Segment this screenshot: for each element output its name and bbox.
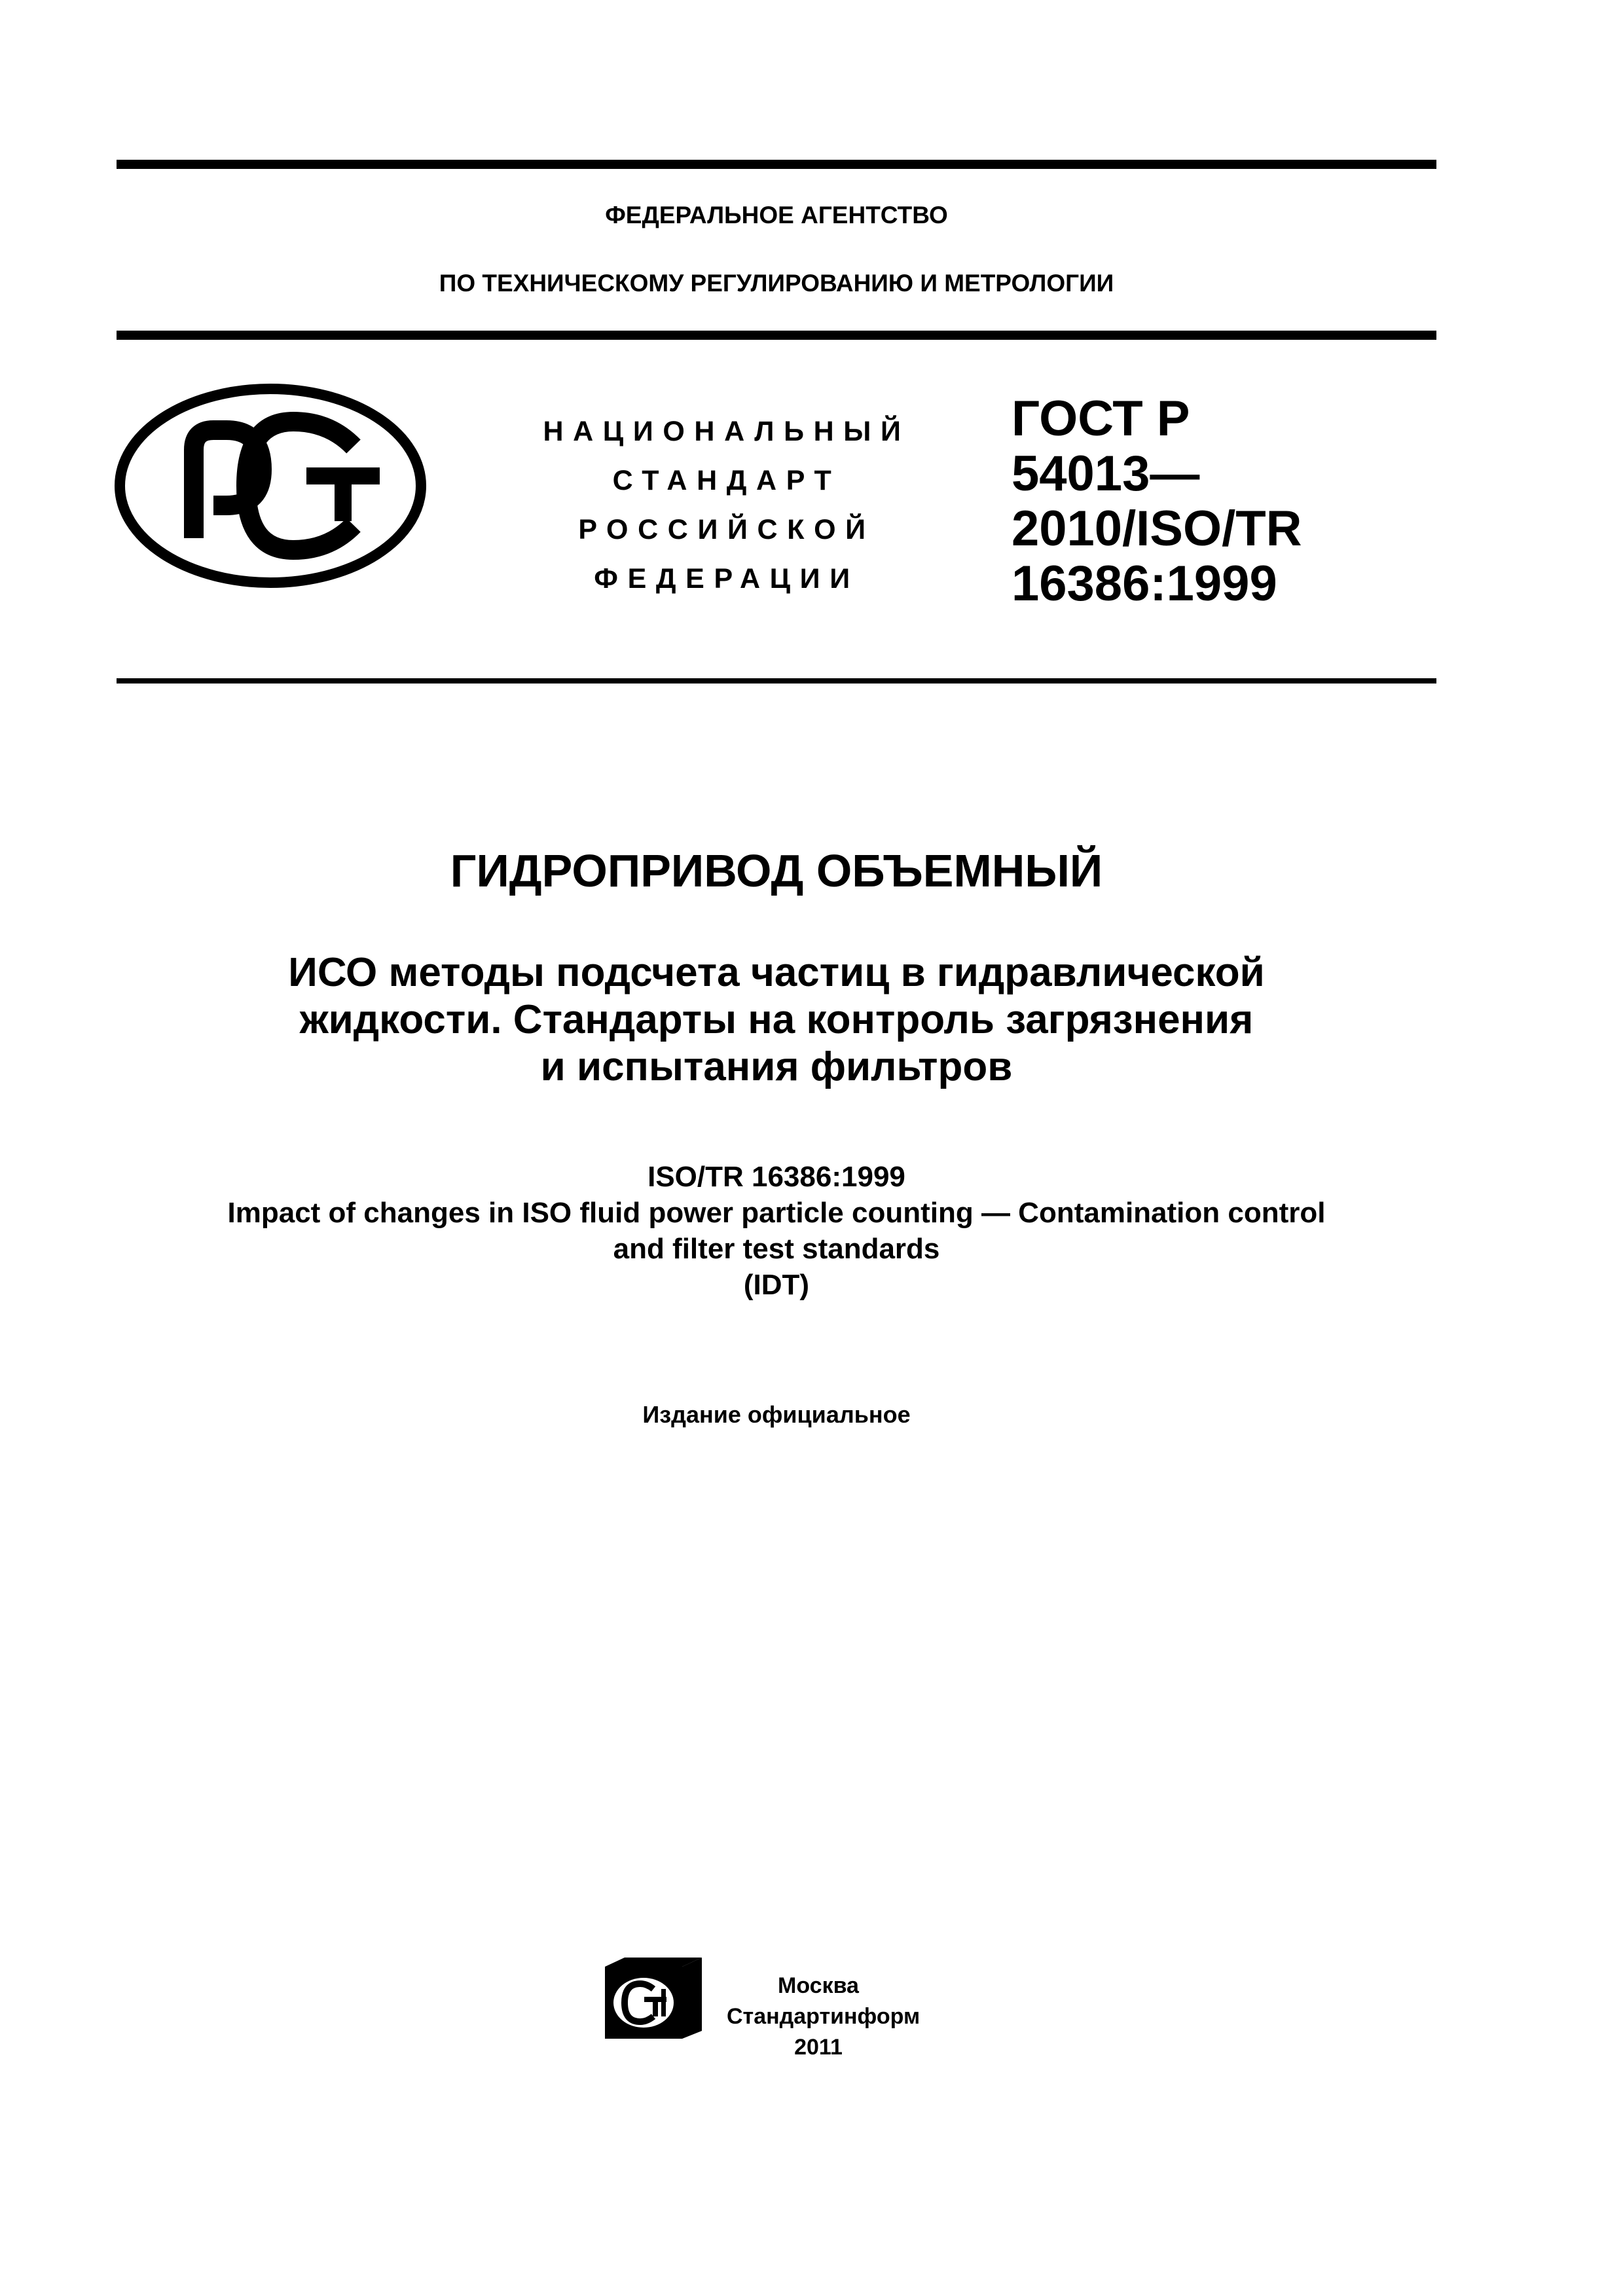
sub-title-line: и испытания фильтров bbox=[540, 1044, 1013, 1089]
gost-r-logo-icon bbox=[110, 381, 431, 591]
publisher-block bbox=[727, 1971, 921, 2063]
equivalence-degree: (IDT) bbox=[743, 1269, 810, 1301]
national-standard-line: ФЕДЕРАЦИИ bbox=[594, 563, 860, 594]
national-standard-line: СТАНДАРТ bbox=[612, 465, 841, 496]
publisher-name: Стандартинформ bbox=[727, 2004, 921, 2029]
edition-label: Издание официальное bbox=[642, 1401, 911, 1428]
designation-line: ГОСТ Р bbox=[1012, 391, 1190, 446]
english-title-block bbox=[117, 1159, 1436, 1303]
sub-title-line: жидкости. Стандарты на контроль загрязнения bbox=[299, 997, 1254, 1042]
top-rule bbox=[117, 160, 1436, 169]
agency-line-2: ПО ТЕХНИЧЕСКОМУ РЕГУЛИРОВАНИЮ И МЕТРОЛОГИИ bbox=[439, 270, 1114, 297]
national-standard-label bbox=[504, 407, 949, 604]
header-bottom-rule bbox=[117, 331, 1436, 340]
national-standard-line: НАЦИОНАЛЬНЫЙ bbox=[543, 416, 911, 447]
standard-designation bbox=[1012, 392, 1431, 611]
designation-line: 54013— bbox=[1012, 446, 1200, 501]
iso-code: ISO/TR 16386:1999 bbox=[647, 1161, 905, 1193]
national-standard-line: РОССИЙСКОЙ bbox=[578, 514, 875, 545]
main-title: ГИДРОПРИВОД ОБЪЕМНЫЙ bbox=[450, 845, 1103, 896]
designation-line: 16386:1999 bbox=[1012, 556, 1277, 611]
title-block-rule bbox=[117, 678, 1436, 683]
standartinform-logo-icon bbox=[604, 1958, 702, 2040]
sub-title-line: ИСО методы подсчета частиц в гидравлической bbox=[288, 950, 1265, 995]
english-title-line: Impact of changes in ISO fluid power particle counting — Contamination control bbox=[227, 1197, 1326, 1229]
agency-line-1: ФЕДЕРАЛЬНОЕ АГЕНТСТВО bbox=[605, 202, 948, 228]
publisher-city: Москва bbox=[778, 1973, 859, 1998]
english-title-line: and filter test standards bbox=[613, 1233, 940, 1265]
sub-title bbox=[117, 949, 1436, 1091]
publisher-year: 2011 bbox=[794, 2035, 843, 2060]
designation-line: 2010/ISO/TR bbox=[1012, 501, 1302, 556]
